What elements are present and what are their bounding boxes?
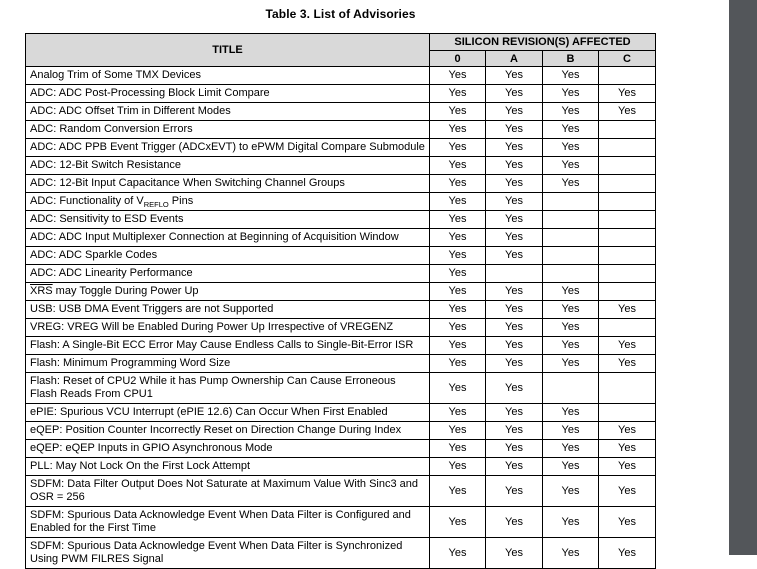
revision-affected-cell: Yes (430, 67, 486, 85)
advisory-title-text: Analog Trim of Some TMX Devices (30, 69, 201, 81)
revision-affected-cell (599, 265, 656, 283)
revision-affected-cell (543, 265, 599, 283)
table-row (26, 404, 656, 422)
revision-affected-cell: Yes (599, 440, 656, 458)
revision-affected-cell: Yes (430, 211, 486, 229)
revision-affected-cell: Yes (543, 404, 599, 422)
advisory-title-cell (26, 247, 430, 265)
table-row (26, 283, 656, 301)
advisory-title-text: Flash: Minimum Programming Word Size (30, 357, 231, 369)
table-row (26, 175, 656, 193)
revision-affected-cell (486, 265, 543, 283)
revision-affected-cell: Yes (430, 283, 486, 301)
revision-affected-cell: Yes (486, 139, 543, 157)
revision-affected-cell: Yes (486, 103, 543, 121)
advisory-title-text: ADC: ADC PPB Event Trigger (ADCxEVT) to ePWM Digital Compare Submodule (30, 141, 425, 153)
advisory-title-text: ADC: ADC Input Multiplexer Connection at Beginning of Acquisition Window (30, 231, 399, 243)
revision-affected-cell: Yes (543, 175, 599, 193)
advisory-title-cell (26, 404, 430, 422)
column-header-rev-c: C (599, 51, 656, 67)
revision-affected-cell: Yes (543, 507, 599, 538)
revision-affected-cell: Yes (430, 476, 486, 507)
revision-affected-cell: Yes (543, 440, 599, 458)
revision-affected-cell: Yes (430, 373, 486, 404)
revision-affected-cell (599, 229, 656, 247)
table-row (26, 103, 656, 121)
advisory-title-cell (26, 337, 430, 355)
advisory-title-text: ADC: ADC Sparkle Codes (30, 249, 158, 261)
advisory-title-text: ADC: Sensitivity to ESD Events (30, 213, 184, 225)
revision-affected-cell (599, 175, 656, 193)
revision-affected-cell: Yes (430, 103, 486, 121)
advisory-title-cell (26, 355, 430, 373)
revision-affected-cell (599, 157, 656, 175)
revision-affected-cell: Yes (430, 538, 486, 569)
revision-affected-cell: Yes (430, 301, 486, 319)
revision-affected-cell (599, 404, 656, 422)
revision-affected-cell: Yes (430, 193, 486, 211)
advisory-title-text: may Toggle During Power Up (52, 285, 199, 297)
advisory-title-text: ADC: Functionality of V (30, 195, 144, 207)
column-header-rev-a: A (486, 51, 543, 67)
table-row (26, 301, 656, 319)
revision-affected-cell: Yes (486, 67, 543, 85)
advisory-title-cell (26, 301, 430, 319)
revision-affected-cell: Yes (486, 476, 543, 507)
revision-affected-cell: Yes (486, 404, 543, 422)
table-row (26, 85, 656, 103)
advisory-title-cell (26, 440, 430, 458)
advisory-title-cell (26, 67, 430, 85)
advisory-title-text: PLL: May Not Lock On the First Lock Attempt (30, 460, 251, 472)
table-row (26, 355, 656, 373)
revision-affected-cell (599, 319, 656, 337)
table-row (26, 265, 656, 283)
revision-affected-cell: Yes (486, 440, 543, 458)
table-row (26, 476, 656, 507)
column-header-rev-b: B (543, 51, 599, 67)
advisory-title-cell (26, 265, 430, 283)
revision-affected-cell: Yes (599, 538, 656, 569)
table-row (26, 139, 656, 157)
revision-affected-cell: Yes (543, 337, 599, 355)
subscript-text: REFLO (143, 200, 169, 210)
revision-affected-cell: Yes (430, 85, 486, 103)
advisory-title-cell (26, 422, 430, 440)
advisory-title-cell (26, 373, 430, 404)
revision-affected-cell (599, 373, 656, 404)
table-row (26, 211, 656, 229)
revision-affected-cell (599, 139, 656, 157)
advisory-title-text: ADC: Random Conversion Errors (30, 123, 193, 135)
revision-affected-cell: Yes (486, 283, 543, 301)
advisory-title-text: SDFM: Spurious Data Acknowledge Event When Data Filter is Synchronized Using PWM FILRES Signal (30, 540, 403, 565)
column-header-rev-0: 0 (430, 51, 486, 67)
revision-affected-cell: Yes (486, 175, 543, 193)
revision-affected-cell (599, 283, 656, 301)
revision-affected-cell: Yes (543, 67, 599, 85)
revision-affected-cell: Yes (543, 85, 599, 103)
advisory-title-cell (26, 211, 430, 229)
revision-affected-cell: Yes (486, 157, 543, 175)
table-row (26, 458, 656, 476)
advisory-title-text: ePIE: Spurious VCU Interrupt (ePIE 12.6) Can Occur When First Enabled (30, 406, 388, 418)
advisory-title-text: VREG: VREG Will be Enabled During Power Up Irrespective of VREGENZ (30, 321, 394, 333)
advisory-title-text: SDFM: Data Filter Output Does Not Saturate at Maximum Value With Sinc3 and OSR = 256 (30, 478, 419, 503)
revision-affected-cell (599, 121, 656, 139)
revision-affected-cell: Yes (486, 229, 543, 247)
revision-affected-cell: Yes (430, 440, 486, 458)
advisory-title-cell (26, 476, 430, 507)
revision-affected-cell (543, 193, 599, 211)
revision-affected-cell: Yes (486, 373, 543, 404)
table-caption: Table 3. List of Advisories (265, 7, 416, 21)
advisory-title-text: eQEP: Position Counter Incorrectly Reset on Direction Change During Index (30, 424, 402, 436)
revision-affected-cell: Yes (486, 538, 543, 569)
revision-affected-cell (543, 373, 599, 404)
column-header-silicon-revisions: SILICON REVISION(S) AFFECTED (430, 34, 656, 51)
advisory-title-cell (26, 121, 430, 139)
advisory-title-cell (26, 103, 430, 121)
advisory-title-cell (26, 507, 430, 538)
table-row (26, 157, 656, 175)
advisory-title-cell (26, 139, 430, 157)
table-row (26, 507, 656, 538)
revision-affected-cell: Yes (430, 337, 486, 355)
revision-affected-cell: Yes (430, 175, 486, 193)
revision-affected-cell: Yes (543, 538, 599, 569)
revision-affected-cell (599, 211, 656, 229)
revision-affected-cell: Yes (543, 476, 599, 507)
revision-affected-cell: Yes (543, 103, 599, 121)
revision-affected-cell: Yes (486, 121, 543, 139)
revision-affected-cell: Yes (599, 301, 656, 319)
table-body (26, 67, 656, 569)
revision-affected-cell: Yes (486, 85, 543, 103)
revision-affected-cell: Yes (486, 507, 543, 538)
revision-affected-cell: Yes (430, 265, 486, 283)
table-header (26, 34, 656, 67)
advisory-title-cell (26, 283, 430, 301)
advisory-title-cell (26, 458, 430, 476)
revision-affected-cell: Yes (430, 247, 486, 265)
revision-affected-cell: Yes (543, 355, 599, 373)
advisory-title-text: ADC: 12-Bit Switch Resistance (30, 159, 181, 171)
revision-affected-cell: Yes (430, 422, 486, 440)
revision-affected-cell (543, 229, 599, 247)
revision-affected-cell: Yes (599, 422, 656, 440)
table-row (26, 193, 656, 211)
advisory-title-text: ADC: ADC Offset Trim in Different Modes (30, 105, 231, 117)
table-row (26, 538, 656, 569)
revision-affected-cell: Yes (430, 139, 486, 157)
revision-affected-cell: Yes (543, 319, 599, 337)
table-row (26, 422, 656, 440)
revision-affected-cell: Yes (430, 507, 486, 538)
revision-affected-cell (543, 247, 599, 265)
table-row (26, 247, 656, 265)
revision-affected-cell: Yes (599, 337, 656, 355)
revision-affected-cell: Yes (599, 85, 656, 103)
advisory-title-text: Flash: Reset of CPU2 While it has Pump Ownership Can Cause Erroneous Flash Reads From CPU1 (30, 375, 396, 400)
revision-affected-cell: Yes (430, 458, 486, 476)
revision-affected-cell: Yes (543, 121, 599, 139)
revision-affected-cell (599, 67, 656, 85)
revision-affected-cell: Yes (430, 404, 486, 422)
advisory-title-cell (26, 85, 430, 103)
revision-affected-cell: Yes (486, 337, 543, 355)
table-row (26, 121, 656, 139)
overline-signal-text: $\overline{XRS}$ (30, 285, 53, 297)
table-row (26, 229, 656, 247)
revision-affected-cell: Yes (430, 157, 486, 175)
revision-affected-cell: Yes (543, 139, 599, 157)
advisory-title-text: ADC: ADC Post-Processing Block Limit Compare (30, 87, 270, 99)
advisory-title-text: Pins (168, 195, 194, 207)
revision-affected-cell: Yes (486, 422, 543, 440)
table-row (26, 67, 656, 85)
advisory-title-text: ADC: ADC Linearity Performance (30, 267, 193, 279)
revision-affected-cell (599, 247, 656, 265)
table-row (26, 337, 656, 355)
table-row (26, 440, 656, 458)
advisory-title-cell (26, 175, 430, 193)
revision-affected-cell: Yes (543, 301, 599, 319)
revision-affected-cell: Yes (486, 193, 543, 211)
revision-affected-cell: Yes (430, 319, 486, 337)
revision-affected-cell: Yes (543, 157, 599, 175)
revision-affected-cell: Yes (599, 458, 656, 476)
revision-affected-cell: Yes (486, 355, 543, 373)
revision-affected-cell: Yes (486, 211, 543, 229)
table-row (26, 373, 656, 404)
revision-affected-cell: Yes (430, 121, 486, 139)
revision-affected-cell (543, 211, 599, 229)
advisory-title-cell (26, 193, 430, 211)
revision-affected-cell: Yes (430, 229, 486, 247)
revision-affected-cell: Yes (599, 355, 656, 373)
revision-affected-cell: Yes (599, 476, 656, 507)
revision-affected-cell: Yes (486, 301, 543, 319)
revision-affected-cell: Yes (543, 422, 599, 440)
revision-affected-cell: Yes (486, 247, 543, 265)
advisory-title-text: ADC: 12-Bit Input Capacitance When Switching Channel Groups (30, 177, 345, 189)
advisory-title-text: SDFM: Spurious Data Acknowledge Event When Data Filter is Configured and Enabled for the First Time (30, 509, 411, 534)
revision-affected-cell: Yes (599, 103, 656, 121)
advisory-title-text: USB: USB DMA Event Triggers are not Supported (30, 303, 274, 315)
revision-affected-cell: Yes (486, 319, 543, 337)
advisory-title-cell (26, 157, 430, 175)
viewer-edge-strip (729, 0, 757, 555)
advisory-title-cell (26, 319, 430, 337)
revision-affected-cell: Yes (543, 283, 599, 301)
advisory-title-cell (26, 538, 430, 569)
revision-affected-cell: Yes (543, 458, 599, 476)
revision-affected-cell (599, 193, 656, 211)
column-header-title: TITLE (26, 34, 430, 67)
table-row (26, 319, 656, 337)
advisory-title-text: eQEP: eQEP Inputs in GPIO Asynchronous Mode (30, 442, 273, 454)
revision-affected-cell: Yes (486, 458, 543, 476)
revision-affected-cell: Yes (430, 355, 486, 373)
revision-affected-cell: Yes (599, 507, 656, 538)
advisories-table (25, 33, 656, 569)
advisory-title-text: Flash: A Single-Bit ECC Error May Cause Endless Calls to Single-Bit-Error ISR (30, 339, 414, 351)
header-row-group (26, 34, 656, 51)
advisory-title-cell (26, 229, 430, 247)
